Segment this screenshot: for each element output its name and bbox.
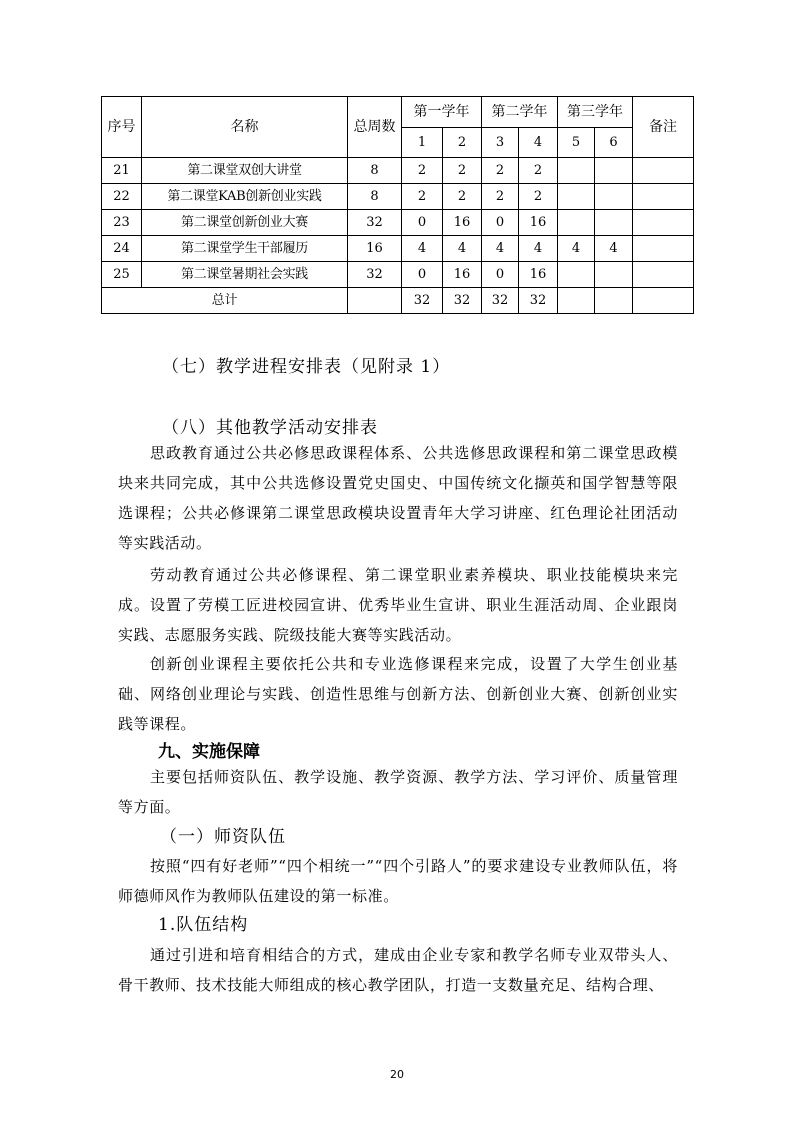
heading-teaching-schedule: （七）教学进程安排表（见附录 1）: [162, 357, 451, 377]
row-index: 22: [102, 184, 142, 210]
row-name: 第二课堂创新创业大赛: [142, 210, 348, 236]
row-term-value: [595, 210, 633, 236]
row-index: 25: [102, 262, 142, 288]
paragraph-faculty-standard: 按照“四有好老师”“四个相统一”“四个引路人”的要求建设专业教师队伍，将师德师风作为教师队伍建设的第一标准。: [118, 857, 678, 905]
header-term: 4: [519, 128, 558, 158]
table-row: [102, 184, 694, 210]
paragraph-team-structure: 通过引进和培育相结合的方式，建成由企业专家和教学名师专业双带头人、骨干教师、技术技能大师组成的核心教学团队，打造一支数量充足、结构合理、: [118, 946, 678, 994]
row-term-value: 2: [519, 158, 558, 184]
paragraph-labor-education: 劳动教育通过公共必修课程、第二课堂职业素养模块、职业技能模块来完成。设置了劳模工匠进校园宣讲、优秀毕业生宣讲、职业生涯活动周、企业跟岗实践、志愿服务实践、院级技能大赛等实践活动。: [118, 566, 678, 644]
row-term-value: [595, 184, 633, 210]
total-label: 总计: [102, 288, 348, 314]
table-row: [102, 262, 694, 288]
header-remarks: 备注: [633, 97, 694, 158]
table-row: [102, 236, 694, 262]
row-term-value: 2: [443, 184, 482, 210]
row-remarks: [633, 236, 694, 262]
row-remarks: [633, 210, 694, 236]
row-total: 32: [348, 262, 402, 288]
table-row: [102, 210, 694, 236]
total-term-value: 32: [519, 288, 558, 314]
header-term: 2: [443, 128, 482, 158]
header-year3: 第三学年: [558, 97, 633, 128]
row-term-value: 4: [402, 236, 443, 262]
paragraph-innovation-courses: 创新创业课程主要依托公共和专业选修课程来完成，设置了大学生创业基础、网络创业理论与实践、创造性思维与创新方法、创新创业大赛、创新创业实践等课程。: [118, 655, 678, 733]
row-term-value: 2: [482, 184, 519, 210]
total-weeks-cell: [348, 288, 402, 314]
row-term-value: 4: [482, 236, 519, 262]
heading-faculty: （一）师资队伍: [160, 827, 286, 847]
header-name: 名称: [142, 97, 348, 158]
header-year2: 第二学年: [482, 97, 558, 128]
course-schedule-table: [101, 96, 694, 314]
row-index: 21: [102, 158, 142, 184]
row-term-value: [558, 210, 595, 236]
row-total: 16: [348, 236, 402, 262]
heading-other-activities: （八）其他教学活动安排表: [162, 418, 378, 438]
header-term: 3: [482, 128, 519, 158]
row-term-value: 2: [519, 184, 558, 210]
row-term-value: 2: [482, 158, 519, 184]
total-term-value: 32: [482, 288, 519, 314]
page-number: 20: [390, 1068, 404, 1081]
row-name: 第二课堂KAB创新创业实践: [142, 184, 348, 210]
row-remarks: [633, 184, 694, 210]
header-term: 1: [402, 128, 443, 158]
row-name: 第二课堂学生干部履历: [142, 236, 348, 262]
header-year1: 第一学年: [402, 97, 482, 128]
table-total-row: [102, 288, 694, 314]
row-term-value: 0: [482, 262, 519, 288]
row-term-value: 4: [595, 236, 633, 262]
row-term-value: [558, 184, 595, 210]
row-index: 23: [102, 210, 142, 236]
row-term-value: 16: [519, 262, 558, 288]
row-term-value: [558, 158, 595, 184]
row-term-value: 16: [443, 210, 482, 236]
total-term-value: [558, 288, 595, 314]
row-term-value: [595, 262, 633, 288]
header-term: 5: [558, 128, 595, 158]
paragraph-implementation-intro: 主要包括师资队伍、教学设施、教学资源、教学方法、学习评价、质量管理等方面。: [118, 768, 678, 816]
row-term-value: 4: [519, 236, 558, 262]
row-remarks: [633, 262, 694, 288]
total-remarks: [633, 288, 694, 314]
table-row: [102, 158, 694, 184]
row-total: 32: [348, 210, 402, 236]
total-term-value: 32: [443, 288, 482, 314]
row-term-value: 4: [443, 236, 482, 262]
row-term-value: 2: [402, 184, 443, 210]
heading-team-structure: 1.队伍结构: [158, 915, 249, 935]
row-term-value: 16: [519, 210, 558, 236]
header-term: 6: [595, 128, 633, 158]
row-term-value: 0: [402, 210, 443, 236]
row-remarks: [633, 158, 694, 184]
row-term-value: 16: [443, 262, 482, 288]
row-term-value: 2: [443, 158, 482, 184]
row-name: 第二课堂双创大讲堂: [142, 158, 348, 184]
header-index: 序号: [102, 97, 142, 158]
total-term-value: 32: [402, 288, 443, 314]
row-term-value: 2: [402, 158, 443, 184]
row-index: 24: [102, 236, 142, 262]
table-header-row: [102, 97, 694, 128]
section-heading-implementation: 九、实施保障: [158, 742, 260, 762]
paragraph-ideology-education: 思政教育通过公共必修思政课程体系、公共选修思政课程和第二课堂思政模块来共同完成，其中公共选修设置党史国史、中国传统文化撷英和国学智慧等限选课程；公共必修课第二课堂思政模块设置青年大学习讲座、红色理论社团活动等实践活动。: [118, 444, 678, 552]
row-name: 第二课堂暑期社会实践: [142, 262, 348, 288]
total-term-value: [595, 288, 633, 314]
row-term-value: 4: [558, 236, 595, 262]
row-term-value: [558, 262, 595, 288]
row-term-value: 0: [402, 262, 443, 288]
row-term-value: 0: [482, 210, 519, 236]
row-total: 8: [348, 184, 402, 210]
row-term-value: [595, 158, 633, 184]
header-total-weeks: 总周数: [348, 97, 402, 158]
row-total: 8: [348, 158, 402, 184]
